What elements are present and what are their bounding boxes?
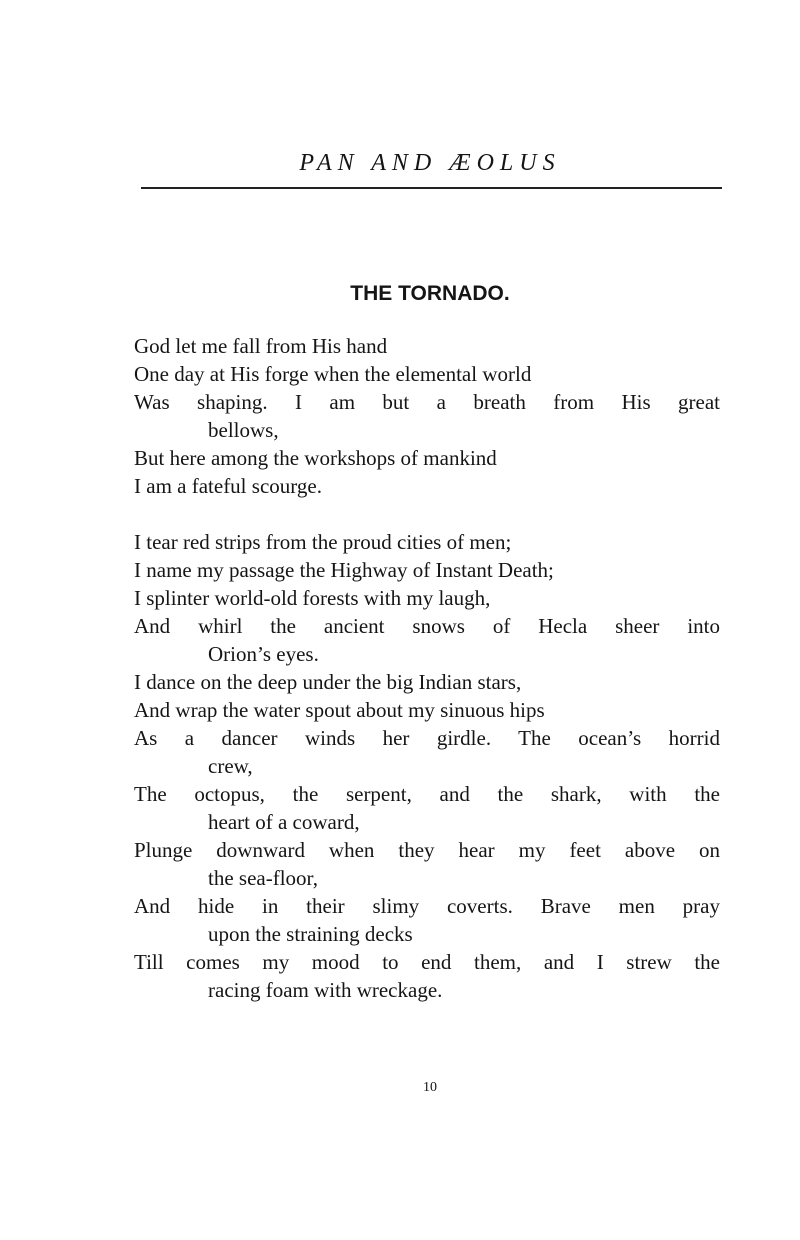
poem-line-turnover: the sea-floor, (208, 866, 318, 890)
running-head: PAN AND ÆOLUS (299, 150, 561, 176)
poem-line: I name my passage the Highway of Instant Death; (134, 558, 554, 582)
stanza (134, 332, 720, 500)
poem-line: Plunge downward when they hear my feet above on (134, 838, 720, 862)
poem-line: And hide in their slimy coverts. Brave men pray (134, 894, 720, 918)
poem-line: I splinter world-old forests with my laugh, (134, 586, 491, 610)
poem-line-turnover: racing foam with wreckage. (208, 978, 443, 1002)
poem-line-turnover: upon the straining decks (208, 922, 413, 946)
poem-line-turnover: bellows, (208, 418, 279, 442)
poem-line-turnover: crew, (208, 754, 253, 778)
poem-body (134, 332, 720, 1004)
poem-line: And whirl the ancient snows of Hecla sheer into (134, 614, 720, 638)
poem-title: THE TORNADO. (350, 282, 510, 305)
header-rule (141, 187, 722, 189)
poem-line: I am a fateful scourge. (134, 474, 322, 498)
poem-line: Was shaping. I am but a breath from His great (134, 390, 720, 414)
poem-line: God let me fall from His hand (134, 334, 388, 358)
poem-line: I dance on the deep under the big Indian stars, (134, 670, 522, 694)
poem-line: As a dancer winds her girdle. The ocean’s horrid (134, 726, 720, 750)
poem-line: Till comes my mood to end them, and I strew the (134, 950, 720, 974)
poem-line: One day at His forge when the elemental world (134, 362, 532, 386)
stanza (134, 528, 720, 1004)
page-number: 10 (423, 1080, 437, 1095)
poem-line: But here among the workshops of mankind (134, 446, 497, 470)
poem-line: The octopus, the serpent, and the shark, with the (134, 782, 720, 806)
poem-line-turnover: heart of a coward, (208, 810, 360, 834)
poem-line-turnover: Orion’s eyes. (208, 642, 319, 666)
poem-line: I tear red strips from the proud cities of men; (134, 530, 512, 554)
poem-line: And wrap the water spout about my sinuous hips (134, 698, 545, 722)
